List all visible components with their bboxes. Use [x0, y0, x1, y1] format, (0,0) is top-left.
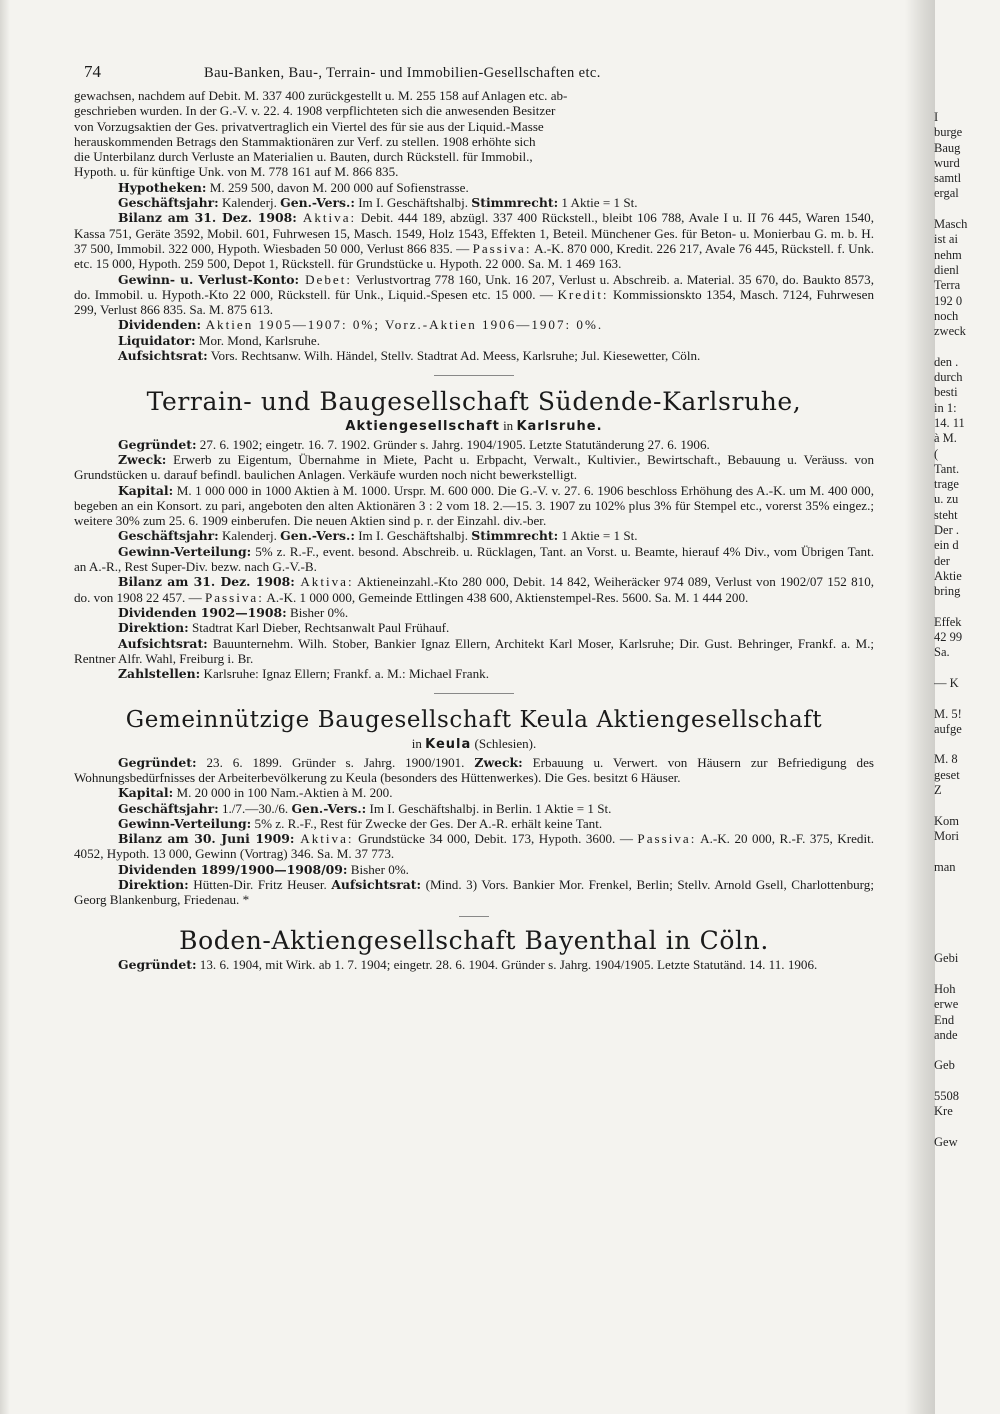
- adjacent-page-line: besti: [934, 385, 958, 400]
- entry-label: Gen.-Vers.:: [280, 195, 355, 211]
- entry-label: Geschäftsjahr:: [118, 800, 219, 816]
- adjacent-page-line: 42 99: [934, 630, 963, 645]
- adjacent-page-line: ist ai: [934, 232, 958, 247]
- entry-label: Zahlstellen:: [118, 666, 201, 682]
- entry-gegruendet: [74, 957, 874, 972]
- adjacent-page-line: aufge: [934, 721, 962, 736]
- entry-label: Direktion:: [118, 620, 189, 636]
- intro-block: [74, 88, 874, 180]
- entry-gewinn-verteilung: [74, 816, 874, 831]
- subtitle-part: Aktiengesellschaft: [345, 419, 500, 435]
- adjacent-page-line: End: [934, 1012, 955, 1027]
- adjacent-page-line: [934, 875, 1000, 890]
- adjacent-page-line: Sa.: [934, 645, 950, 660]
- entry-text: 1./7.—30./6.: [218, 800, 292, 816]
- entry-kapital: [74, 483, 874, 529]
- entry-text: Vors. Rechtsanw. Wilh. Händel, Stellv. Stadtrat Ad. Meess, Karlsruhe; Jul. Kiesewetter, Cöln.: [207, 348, 701, 364]
- entry-text: Erwerb zu Eigentum, Übernahme in Miete, Pacht u. Erbpacht, Verwalt., Kultivier., Bewirtschaft., Bebauung u. Veräuss. von Grundstücken u. darauf befindl. baulichen Anlagen. Verkäufe wurden noch nicht bewerkstelligt.: [74, 451, 874, 483]
- entry-bilanz: [74, 210, 874, 271]
- entry-label: Zweck:: [474, 754, 523, 770]
- entry-sublabel: Aktiva:: [294, 831, 354, 847]
- entry-label: Hypotheken:: [118, 179, 207, 195]
- intro-line: die Unterbilanz durch Verluste an Materialien u. Bauten, durch Rückstell. für Immobil.,: [74, 149, 533, 165]
- adjacent-page-line: man: [934, 859, 956, 874]
- adjacent-page-line: M. 8: [934, 752, 958, 767]
- entry-label: Bilanz am 31. Dez. 1908:: [118, 210, 297, 226]
- entry-label: Geschäftsjahr:: [118, 195, 219, 211]
- entry-label: Gewinn- u. Verlust-Konto:: [118, 271, 300, 287]
- entry-text: A.-K. 20 000, R.-F. 375, Kredit. 4052, Hypoth. 13 000, Gewinn (Vortrag) 346. Sa. M. 37 773.: [74, 831, 874, 862]
- intro-line: gewachsen, nachdem auf Debit. M. 337 400 zurückgestellt u. M. 255 158 auf Anlagen etc. ab-: [74, 88, 568, 103]
- adjacent-page-line: Terra: [934, 278, 961, 293]
- entry-label: Stimmrecht:: [471, 195, 559, 211]
- entry-text: Kalenderj.: [218, 528, 281, 544]
- adjacent-page-line: 5508: [934, 1089, 959, 1103]
- adjacent-page-line: ergal: [934, 186, 959, 201]
- entry-geschaeftsjahr: [74, 195, 874, 210]
- entry-sublabel: Debet:: [299, 271, 352, 287]
- entry-text: Im I. Geschäftshalbj. in Berlin. 1 Aktie = 1 St.: [366, 800, 612, 816]
- entry-text: Bauunternehm. Wilh. Stober, Bankier Ignaz Ellern, Architekt Karl Moser, Karlsruhe; Dir. Gust. Behringer, Frankf. a. M.; Rentner Alfr. Wahl, Freiburg i. Br.: [74, 635, 874, 666]
- adjacent-page-line: in 1:: [934, 400, 957, 415]
- entry-direktion-aufsichtsrat: [74, 877, 874, 908]
- adjacent-page-line: [934, 339, 1000, 354]
- entry-label: Gegründet:: [118, 436, 197, 452]
- entry-text: 23. 6. 1899. Gründer s. Jahrg. 1900/1901.: [196, 754, 475, 770]
- adjacent-page-line: I: [934, 110, 939, 124]
- entry-label: Gen.-Vers.:: [291, 800, 367, 816]
- adjacent-page-line: — K: [934, 675, 959, 690]
- adjacent-page-line: Tant.: [934, 461, 960, 476]
- running-head: Bau-Banken, Bau-, Terrain- und Immobilien-Gesellschaften etc.: [204, 65, 601, 81]
- adjacent-page-line: dienl: [934, 262, 959, 277]
- adjacent-page-line: steht: [934, 507, 958, 522]
- section-title: Boden-Aktiengesellschaft Bayenthal in Cöln.: [179, 925, 769, 955]
- section-title: Gemeinnützige Baugesellschaft Keula Aktiengesellschaft: [125, 707, 823, 734]
- entry-text: Bisher 0%.: [286, 604, 349, 620]
- adjacent-page-line: bring: [934, 584, 961, 599]
- entry-guv: [74, 272, 874, 318]
- entry-label: Gegründet:: [118, 754, 197, 770]
- entry-aufsichtsrat: [74, 636, 874, 667]
- entry-text: M. 20 000 in 100 Nam.-Aktien à M. 200.: [173, 785, 393, 801]
- entry-text: 5% z. R.-F., event. besond. Abschreib. u. Rücklagen, Tant. an Vorst. u. Beamte, hierauf 4% Div., vom Übrigen Tant. an A.-R., Rest Super-Div. bezw. nach G.-V.-B.: [74, 543, 874, 575]
- adjacent-page-fragment: [934, 110, 1000, 1410]
- entry-text: (Mind. 3) Vors. Bankier Mor. Frenkel, Berlin; Stellv. Arnold Gsell, Charlottenburg; Georg Blankenburg, Friedenau. *: [74, 877, 874, 908]
- adjacent-page-line: Z: [934, 783, 942, 798]
- adjacent-page-line: burge: [934, 125, 963, 140]
- entry-text: Stadtrat Karl Dieber, Rechtsanwalt Paul Frühauf.: [188, 620, 450, 636]
- entry-label: Aufsichtsrat:: [118, 348, 208, 364]
- entry-label: Bilanz am 31. Dez. 1908:: [118, 574, 295, 590]
- entry-text: 1 Aktie = 1 St.: [558, 195, 638, 211]
- entry-text: Kalenderj.: [218, 195, 281, 211]
- adjacent-page-line: Gew: [934, 1134, 958, 1149]
- adjacent-page-line: [934, 1120, 1000, 1135]
- entry-dividenden: [74, 317, 874, 332]
- entry-text: Aktieneinzahl.-Kto 280 000, Debit. 14 842, Weiheräcker 974 089, Verlust von 1902/07 152 810, do. von 1908 22 457. —: [74, 574, 875, 605]
- adjacent-page-line: nehm: [934, 247, 962, 262]
- subtitle-part: in: [499, 418, 517, 434]
- entry-kapital: [74, 785, 874, 800]
- intro-line: geschrieben wurden. In der G.-V. v. 22. 4. 1908 verpflichteten sich die anwesenden Besitzer: [74, 103, 556, 119]
- adjacent-page-line: den .: [934, 354, 959, 369]
- entry-label: Gewinn-Verteilung:: [118, 815, 252, 831]
- adjacent-page-line: [934, 737, 1000, 752]
- subtitle-part: (Schlesien).: [471, 736, 537, 752]
- section-subtitle: [74, 736, 874, 752]
- main-column: [74, 58, 874, 972]
- adjacent-page-line: [934, 202, 1000, 217]
- page-number: 74: [84, 62, 101, 81]
- adjacent-page-line: Effek: [934, 614, 962, 629]
- entry-text: Aktien 1905—1907: 0%; Vorz.-Aktien 1906—1907: 0%.: [201, 317, 604, 333]
- section-title: Terrain- und Baugesellschaft Südende-Karlsruhe,: [146, 387, 802, 417]
- adjacent-page-line: [934, 905, 1000, 920]
- adjacent-page-line: durch: [934, 370, 963, 385]
- entry-label: Dividenden 1902—1908:: [118, 604, 287, 620]
- section-divider: [434, 693, 514, 694]
- entry-label: Gegründet:: [118, 956, 197, 972]
- entry-gegruendet-zweck: [74, 755, 874, 786]
- entry-text: 27. 6. 1902; eingetr. 16. 7. 1902. Gründer s. Jahrg. 1904/1905. Letzte Statutänderung 27. 6. 1906.: [196, 436, 710, 452]
- entry-dividenden: [74, 862, 874, 877]
- entry-text: A.-K. 1 000 000, Gemeinde Ettlingen 438 600, Aktienstempel-Res. 5600. Sa. M. 1 444 200.: [263, 589, 749, 605]
- adjacent-page-line: u. zu: [934, 492, 959, 507]
- intro-line: herauskommenden Betrags den Stammaktionären zur Verf. zu stellen. 1908 erhöhte sich: [74, 133, 536, 149]
- adjacent-page-line: noch: [934, 308, 959, 323]
- book-gutter: [905, 0, 935, 1414]
- adjacent-page-line: [934, 661, 1000, 676]
- entry-label: Stimmrecht:: [471, 528, 559, 544]
- entry-bilanz: [74, 574, 874, 605]
- entry-sublabel: Aktiva:: [294, 574, 354, 590]
- entry-text: M. 1 000 000 in 1000 Aktien à M. 1000. Urspr. M. 600 000. Die G.-V. v. 27. 6. 1906 beschloss Erhöhung des A.-K. um M. 400 000, begeben an ein Konsort. zu pari, angeboten den alten Aktionären 3 : 2 vom 18. 2.—15. 3. 1907 zu 102% plus 3% für Stempel etc., vorerst 35% eingez.; weitere 30% zum 25. 6. 1909 einberufen. Die neuen Aktien sind p. r. der Einzahl. div.-ber.: [74, 482, 874, 529]
- entry-text: 13. 6. 1904, mit Wirk. ab 1. 7. 1904; eingetr. 28. 6. 1904. Gründer s. Jahrg. 1904/1905. Letzte Statutänd. 14. 11. 1906.: [196, 956, 818, 972]
- adjacent-page-line: ande: [934, 1027, 958, 1042]
- entry-label: Gewinn-Verteilung:: [118, 543, 252, 559]
- adjacent-page-line: Kom: [934, 813, 959, 828]
- adjacent-page-line: [934, 890, 1000, 905]
- subtitle-part: Karlsruhe.: [516, 419, 603, 435]
- entry-gewinn-verteilung: [74, 544, 874, 575]
- entry-zahlstellen: [74, 666, 874, 681]
- entry-dividenden: [74, 605, 874, 620]
- adjacent-page-line: ein d: [934, 538, 959, 553]
- section-divider: [459, 916, 489, 917]
- subtitle-part: Keula: [425, 737, 472, 753]
- entry-label: Dividenden:: [118, 317, 202, 333]
- entry-zweck: [74, 452, 874, 483]
- adjacent-page-line: Masch: [934, 217, 968, 232]
- entry-liquidator: [74, 333, 874, 348]
- entry-text: Erbauung u. Verwert. von Häusern zur Befriedigung des Wohnungsbedürfnisses der Arbeiterbevölkerung zu Keula (besonders des Hüttenwerkes). Die Ges. besitzt 6 Häuser.: [74, 754, 874, 785]
- entry-text: Karlsruhe: Ignaz Ellern; Frankf. a. M.: Michael Frank.: [200, 666, 489, 682]
- entry-text: Bisher 0%.: [347, 861, 409, 877]
- entry-sublabel: Kredit:: [557, 286, 609, 302]
- adjacent-page-line: Gebi: [934, 951, 959, 966]
- adjacent-page-line: [934, 798, 1000, 813]
- intro-line: von Vorzugsaktien der Ges. privatvertraglich ein Viertel des für sie aus der Liquid.-Masse: [74, 118, 544, 134]
- adjacent-page-line: geset: [934, 767, 960, 782]
- adjacent-page-line: [934, 967, 1000, 982]
- entry-text: M. 259 500, davon M. 200 000 auf Sofienstrasse.: [206, 179, 469, 195]
- adjacent-page-line: Geb: [934, 1058, 955, 1073]
- entry-direktion: [74, 620, 874, 635]
- entry-label: Zweck:: [118, 451, 167, 467]
- adjacent-page-line: [934, 1043, 1000, 1058]
- entry-label: Kapital:: [118, 785, 174, 801]
- adjacent-page-line: Der .: [934, 523, 959, 538]
- adjacent-page-line: 14. 11: [934, 415, 965, 430]
- adjacent-page-line: Baug: [934, 140, 961, 155]
- entry-text: Debit. 444 189, abzügl. 337 400 Rückstell., bleibt 106 788, Avale I u. II 76 445, Waren 1540, Kassa 751, Geräte 3592, Mobil. 601, Fuhrwesen 15, Masch. 1549, Holz 1543, Effekten 1, Beteil. Münchener Ges. für Beton- u. Monierbau G. m. b. H. 37 500, Immobil. 322 000, Hypoth. Wiesbaden 50 000, Verlust 866 835. —: [74, 210, 874, 256]
- adjacent-page-line: zweck: [934, 324, 966, 339]
- entry-text: Im I. Geschäftshalbj.: [354, 528, 472, 544]
- adjacent-page-line: samtl: [934, 171, 962, 186]
- entry-label: Bilanz am 30. Juni 1909:: [118, 831, 295, 847]
- entry-text: Mor. Mond, Karlsruhe.: [195, 332, 320, 348]
- adjacent-page-line: Hoh: [934, 981, 956, 996]
- entry-text: Im I. Geschäftshalbj.: [354, 195, 472, 211]
- adjacent-page-line: [934, 691, 1000, 706]
- entry-gegruendet: [74, 437, 874, 452]
- entry-sublabel: Passiva:: [204, 589, 264, 605]
- adjacent-page-line: der: [934, 553, 950, 568]
- adjacent-page-line: [934, 600, 1000, 615]
- entry-text: 5% z. R.-F., Rest für Zwecke der Ges. Der A.-R. erhält keine Tant.: [251, 815, 603, 831]
- entry-label: Kapital:: [118, 482, 174, 498]
- adjacent-page-line: Mori: [934, 828, 959, 843]
- entry-label: Geschäftsjahr:: [118, 528, 219, 544]
- adjacent-page-line: 192 0: [934, 293, 963, 308]
- entry-text: Hütten-Dir. Fritz Heuser.: [188, 877, 332, 893]
- adjacent-page-line: [934, 844, 1000, 859]
- adjacent-page-line: M. 5!: [934, 706, 962, 721]
- adjacent-page-line: Kre: [934, 1104, 953, 1119]
- adjacent-page-line: [934, 921, 1000, 936]
- entry-label: Aufsichtsrat:: [118, 635, 208, 651]
- page-header: [74, 58, 874, 88]
- adjacent-page-line: à M.: [934, 431, 957, 446]
- page-edge-shadow: [0, 0, 10, 1414]
- entry-label: Aufsichtsrat:: [331, 877, 422, 893]
- entry-sublabel: Passiva:: [472, 240, 532, 256]
- entry-sublabel: Aktiva:: [296, 210, 357, 226]
- entry-bilanz: [74, 831, 874, 862]
- section-divider: [434, 375, 514, 376]
- subtitle-part: in: [411, 736, 426, 752]
- adjacent-page-line: [934, 1074, 1000, 1089]
- adjacent-page-line: [934, 936, 1000, 951]
- adjacent-page-line: trage: [934, 477, 959, 492]
- entry-hypotheken: [74, 180, 874, 195]
- entry-text: 1 Aktie = 1 St.: [558, 528, 638, 544]
- entry-label: Liquidator:: [118, 332, 196, 348]
- entry-label: Gen.-Vers.:: [280, 528, 355, 544]
- entry-sublabel: Passiva:: [637, 831, 697, 847]
- entry-text: Kommissionskto 1354, Masch. 7124, Fuhrwesen 299, Verlust 866 835. Sa. M. 875 613.: [74, 286, 874, 318]
- entry-geschaeftsjahr: [74, 528, 874, 543]
- section-subtitle: [74, 418, 874, 434]
- entry-text: Verlustvortrag 778 160, Unk. 16 207, Verlust u. Abschreib. a. Material. 35 670, do. Baukto 8573, do. Immobil. u. Hypoth.-Kto 22 000, Rückstell. für Unk., Liquid.-Spesen etc. 15 000. —: [74, 271, 874, 302]
- entry-text: Grundstücke 34 000, Debit. 173, Hypoth. 3600. —: [353, 831, 638, 847]
- entry-geschaeftsjahr: [74, 801, 874, 816]
- entry-aufsichtsrat: [74, 348, 874, 363]
- entry-text: A.-K. 870 000, Kredit. 226 217, Avale 76 445, Rückstell. f. Unk. etc. 15 000, Hypoth. 259 500, Depot 1, Rückstell. für Grundstücke u. Hypoth. 22 000. Sa. M. 1 469 163.: [74, 240, 875, 272]
- adjacent-page-line: wurd: [934, 155, 960, 170]
- entry-label: Direktion:: [118, 877, 189, 893]
- adjacent-page-line: erwe: [934, 997, 959, 1012]
- entry-label: Dividenden 1899/1900—1908/09:: [118, 861, 348, 877]
- intro-line: Hypoth. u. für künftige Unk. von M. 778 161 auf M. 866 835.: [74, 164, 399, 180]
- adjacent-page-line: Aktie: [934, 568, 962, 583]
- adjacent-page-line: (: [934, 446, 939, 461]
